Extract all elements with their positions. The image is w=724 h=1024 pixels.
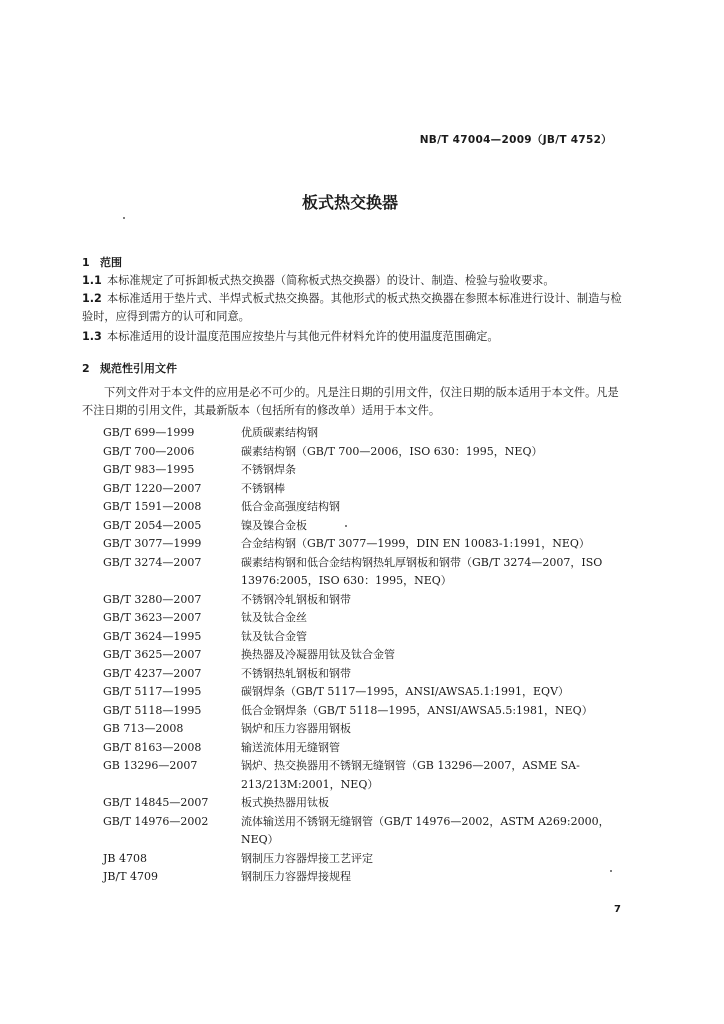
reference-code: GB/T 3625—2007 [103,648,202,661]
reference-row [0,665,724,684]
reference-row [0,517,724,536]
clause-text: 本标准规定了可拆卸板式热交换器（简称板式热交换器）的设计、制造、检验与验收要求。 [107,274,555,287]
reference-title: 钢制压力容器焊接规程 [241,870,351,883]
reference-code: GB/T 3077—1999 [103,537,202,550]
document-title: 板式热交换器 [301,193,398,212]
reference-row [0,720,724,739]
section-2-number: 2 [82,362,90,375]
reference-code: GB/T 983—1995 [103,463,195,476]
reference-code: GB 13296—2007 [103,759,198,772]
clause-1-2 [82,290,622,326]
reference-title: 输送流体用无缝钢管 [241,740,340,754]
reference-title: 锅炉、热交换器用不锈钢无缝钢管（GB 13296—2007，ASME SA-213/213M:2001，NEQ） [241,759,580,791]
reference-code: GB/T 1220—2007 [103,481,202,495]
reference-title: 低合金钢焊条（GB/T 5118—1995，ANSI/AWSA5.5:1981，NEQ） [241,703,593,717]
reference-title: 不锈钢冷轧钢板和钢带 [241,592,351,606]
reference-title: 锅炉和压力容器用钢板 [241,722,351,735]
reference-title: 优质碳素结构钢 [241,426,318,439]
reference-code: GB/T 3280—2007 [103,592,202,606]
reference-title: 钛及钛合金管 [241,629,307,643]
reference-code: GB 713—2008 [103,722,184,735]
reference-code: GB/T 700—2006 [103,444,195,458]
reference-code: GB/T 699—1999 [103,426,195,439]
reference-row [0,868,724,887]
reference-row [0,850,724,869]
reference-title: 流体输送用不锈钢无缝钢管（GB/T 14976—2002，ASTM A269:2000，NEQ） [241,814,610,846]
reference-code: GB/T 3623—2007 [103,611,202,624]
reference-row [0,591,724,610]
reference-title: 镍及镍合金板 [241,518,307,532]
reference-code: GB/T 3624—1995 [103,629,202,643]
reference-code: GB/T 14845—2007 [103,796,209,809]
clause-number: 1.1 [82,274,102,287]
reference-title: 不锈钢焊条 [241,463,296,476]
clause-1-1 [82,272,622,290]
reference-code: JB/T 4709 [103,870,159,883]
reference-title: 钢制压力容器焊接工艺评定 [241,851,373,865]
reference-row [0,757,724,794]
reference-row [0,646,724,665]
reference-title: 低合金高强度结构钢 [241,500,340,513]
scan-speck [345,525,347,527]
reference-code: GB/T 3274—2007 [103,555,202,569]
reference-row [0,424,724,443]
section-1-title: 范围 [100,256,122,269]
reference-row [0,554,724,591]
scan-speck [610,870,612,872]
reference-title: 碳钢焊条（GB/T 5117—1995，ANSI/AWSA5.1:1991，EQV） [241,685,570,698]
reference-row [0,739,724,758]
reference-row [0,443,724,462]
reference-row [0,702,724,721]
standard-code: NB/T 47004—2009（JB/T 4752） [419,134,612,146]
reference-row [0,683,724,702]
reference-title: 换热器及冷凝器用钛及钛合金管 [241,648,395,661]
reference-row [0,813,724,850]
reference-row [0,498,724,517]
reference-row [0,480,724,499]
reference-code: GB/T 5118—1995 [103,703,202,717]
reference-row [0,628,724,647]
section-1-heading [82,254,122,270]
reference-row [0,461,724,480]
reference-code: JB 4708 [103,851,147,865]
page-number: 7 [614,904,621,915]
reference-code: GB/T 4237—2007 [103,666,202,680]
reference-code: GB/T 1591—2008 [103,500,202,513]
reference-title: 钛及钛合金丝 [241,611,307,624]
clause-1-3 [82,328,622,346]
section-1-number: 1 [82,256,90,269]
clause-number: 1.2 [82,292,102,305]
section-2-title: 规范性引用文件 [100,362,177,375]
reference-code: GB/T 2054—2005 [103,518,202,532]
clause-text: 本标准适用于垫片式、半焊式板式热交换器。其他形式的板式热交换器在参照本标准进行设计、制造与检验时，应得到需方的认可和同意。 [82,292,622,323]
clause-number: 1.3 [82,330,102,343]
reference-title: 碳素结构钢和低合金结构钢热轧厚钢板和钢带（GB/T 3274—2007，ISO 13976:2005，ISO 630：1995，NEQ） [241,555,603,587]
reference-title: 板式换热器用钛板 [241,796,329,809]
reference-code: GB/T 5117—1995 [103,685,202,698]
clause-text: 本标准适用的设计温度范围应按垫片与其他元件材料允许的使用温度范围确定。 [107,330,499,343]
reference-list [0,424,724,887]
reference-title: 碳素结构钢（GB/T 700—2006，ISO 630：1995，NEQ） [241,444,543,458]
reference-title: 合金结构钢（GB/T 3077—1999，DIN EN 10083-1:1991，NEQ） [241,537,590,550]
section-2-intro: 下列文件对于本文件的应用是必不可少的。凡是注日期的引用文件，仅注日期的版本适用于本文件。凡是不注日期的引用文件，其最新版本（包括所有的修改单）适用于本文件。 [82,386,619,417]
reference-code: GB/T 14976—2002 [103,814,209,828]
reference-row [0,794,724,813]
reference-row [0,609,724,628]
scan-speck [123,217,125,219]
reference-code: GB/T 8163—2008 [103,740,202,754]
reference-title: 不锈钢棒 [241,481,285,495]
reference-title: 不锈钢热轧钢板和钢带 [241,666,351,680]
section-2-heading [82,360,177,376]
reference-row [0,535,724,554]
